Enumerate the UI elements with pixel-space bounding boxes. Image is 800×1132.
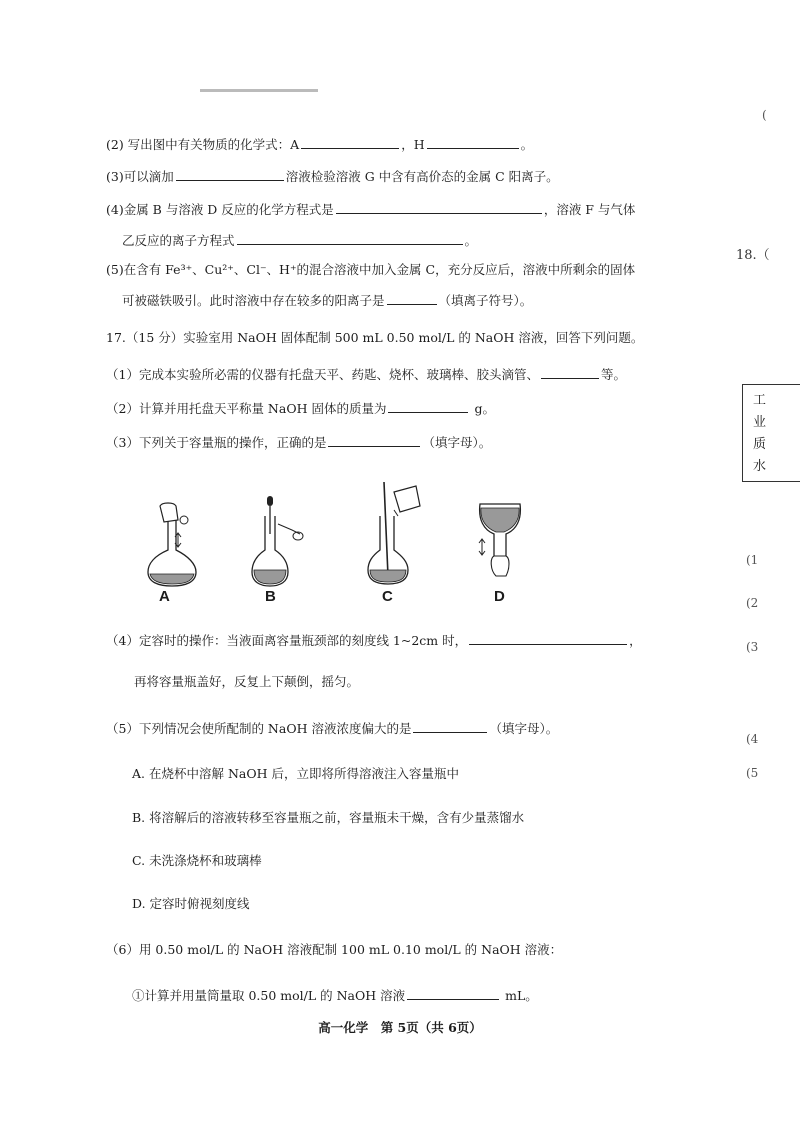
flask-figure-a	[140, 500, 200, 588]
answer-blank-operation[interactable]	[328, 434, 420, 447]
edge-box-char: 水	[753, 459, 767, 474]
edge-mark: (5	[746, 766, 759, 780]
edge-box-char: 业	[753, 415, 767, 430]
q17-part3: （3）下列关于容量瓶的操作，正确的是 （填字母）。	[106, 435, 492, 450]
q16-part4: (4)金属 B 与溶液 D 反应的化学方程式是 ，溶液 F 与气体	[106, 202, 636, 217]
edge-mark: (	[762, 108, 767, 122]
answer-blank-reagent[interactable]	[176, 168, 284, 181]
q16-part2: (2) 写出图中有关物质的化学式：A ，H 。	[106, 137, 534, 152]
q16-part4-line2: 乙反应的离子方程式 。	[122, 233, 478, 248]
q16-part5: (5)在含有 Fe³⁺、Cu²⁺、Cl⁻、H⁺的混合溶液中加入金属 C，充分反应后，溶液中所剩余的固体	[106, 262, 636, 277]
answer-blank-cation[interactable]	[387, 292, 437, 305]
figure-label-d: D	[494, 588, 505, 605]
answer-blank-volume[interactable]	[407, 987, 499, 1000]
edge-box-char: 工	[753, 393, 767, 408]
edge-mark: (1	[746, 553, 759, 567]
q17-header: 17.（15 分）实验室用 NaOH 固体配制 500 mL 0.50 mol/L 的 NaOH 溶液，回答下列问题。	[106, 330, 644, 345]
flask-figure-c	[364, 480, 430, 588]
q18-fragment: 18.（	[736, 248, 770, 263]
option-c: C. 未洗涤烧杯和玻璃棒	[132, 853, 262, 868]
answer-blank-deviation[interactable]	[413, 720, 487, 733]
q17-part1: （1）完成本实验所必需的仪器有托盘天平、药匙、烧杯、玻璃棒、胶头滴管、 等。	[106, 367, 626, 382]
q17-part2: （2）计算并用托盘天平称量 NaOH 固体的质量为 g。	[106, 401, 495, 416]
answer-blank-fixing[interactable]	[469, 632, 627, 645]
edge-mark: (3	[746, 640, 759, 654]
q16-part3: (3)可以滴加 溶液检验溶液 G 中含有高价态的金属 C 阳离子。	[106, 169, 559, 184]
edge-box-char: 质	[753, 437, 767, 452]
edge-mark: (4	[746, 732, 759, 746]
q17-part6: （6）用 0.50 mol/L 的 NaOH 溶液配制 100 mL 0.10 mol/L 的 NaOH 溶液：	[106, 942, 563, 957]
q17-part6-sub1: ①计算并用量筒量取 0.50 mol/L 的 NaOH 溶液 mL。	[132, 988, 538, 1003]
figure-label-c: C	[382, 588, 393, 605]
option-b: B. 将溶解后的溶液转移至容量瓶之前，容量瓶未干燥，含有少量蒸馏水	[132, 810, 525, 825]
q17-part5: （5）下列情况会使所配制的 NaOH 溶液浓度偏大的是 （填字母）。	[106, 721, 559, 736]
q16-part5-line2: 可被磁铁吸引。此时溶液中存在较多的阳离子是 （填离子符号）。	[122, 293, 533, 308]
answer-blank-equation[interactable]	[336, 201, 542, 214]
figure-label-b: B	[265, 588, 276, 605]
answer-blank-instrument[interactable]	[541, 366, 599, 379]
answer-blank-a[interactable]	[301, 136, 399, 149]
answer-blank-mass[interactable]	[388, 400, 468, 413]
q17-part4: （4）定容时的操作：当液面离容量瓶颈部的刻度线 1~2cm 时， ，	[106, 633, 642, 648]
page-footer: 高一化学 第 5页（共 6页）	[318, 1020, 482, 1035]
flask-figure-d	[472, 496, 532, 588]
flask-figure-b	[248, 494, 308, 588]
option-a: A. 在烧杯中溶解 NaOH 后，立即将所得溶液注入容量瓶中	[132, 766, 459, 781]
cut-off-text	[200, 84, 330, 92]
q17-part4-line2: 再将容量瓶盖好，反复上下颠倒，摇匀。	[134, 674, 360, 689]
answer-blank-ionic[interactable]	[237, 232, 463, 245]
option-d: D. 定容时俯视刻度线	[132, 896, 250, 911]
edge-mark: (2	[746, 596, 759, 610]
figure-label-a: A	[159, 588, 170, 605]
answer-blank-h[interactable]	[427, 136, 519, 149]
edge-box	[742, 384, 800, 482]
